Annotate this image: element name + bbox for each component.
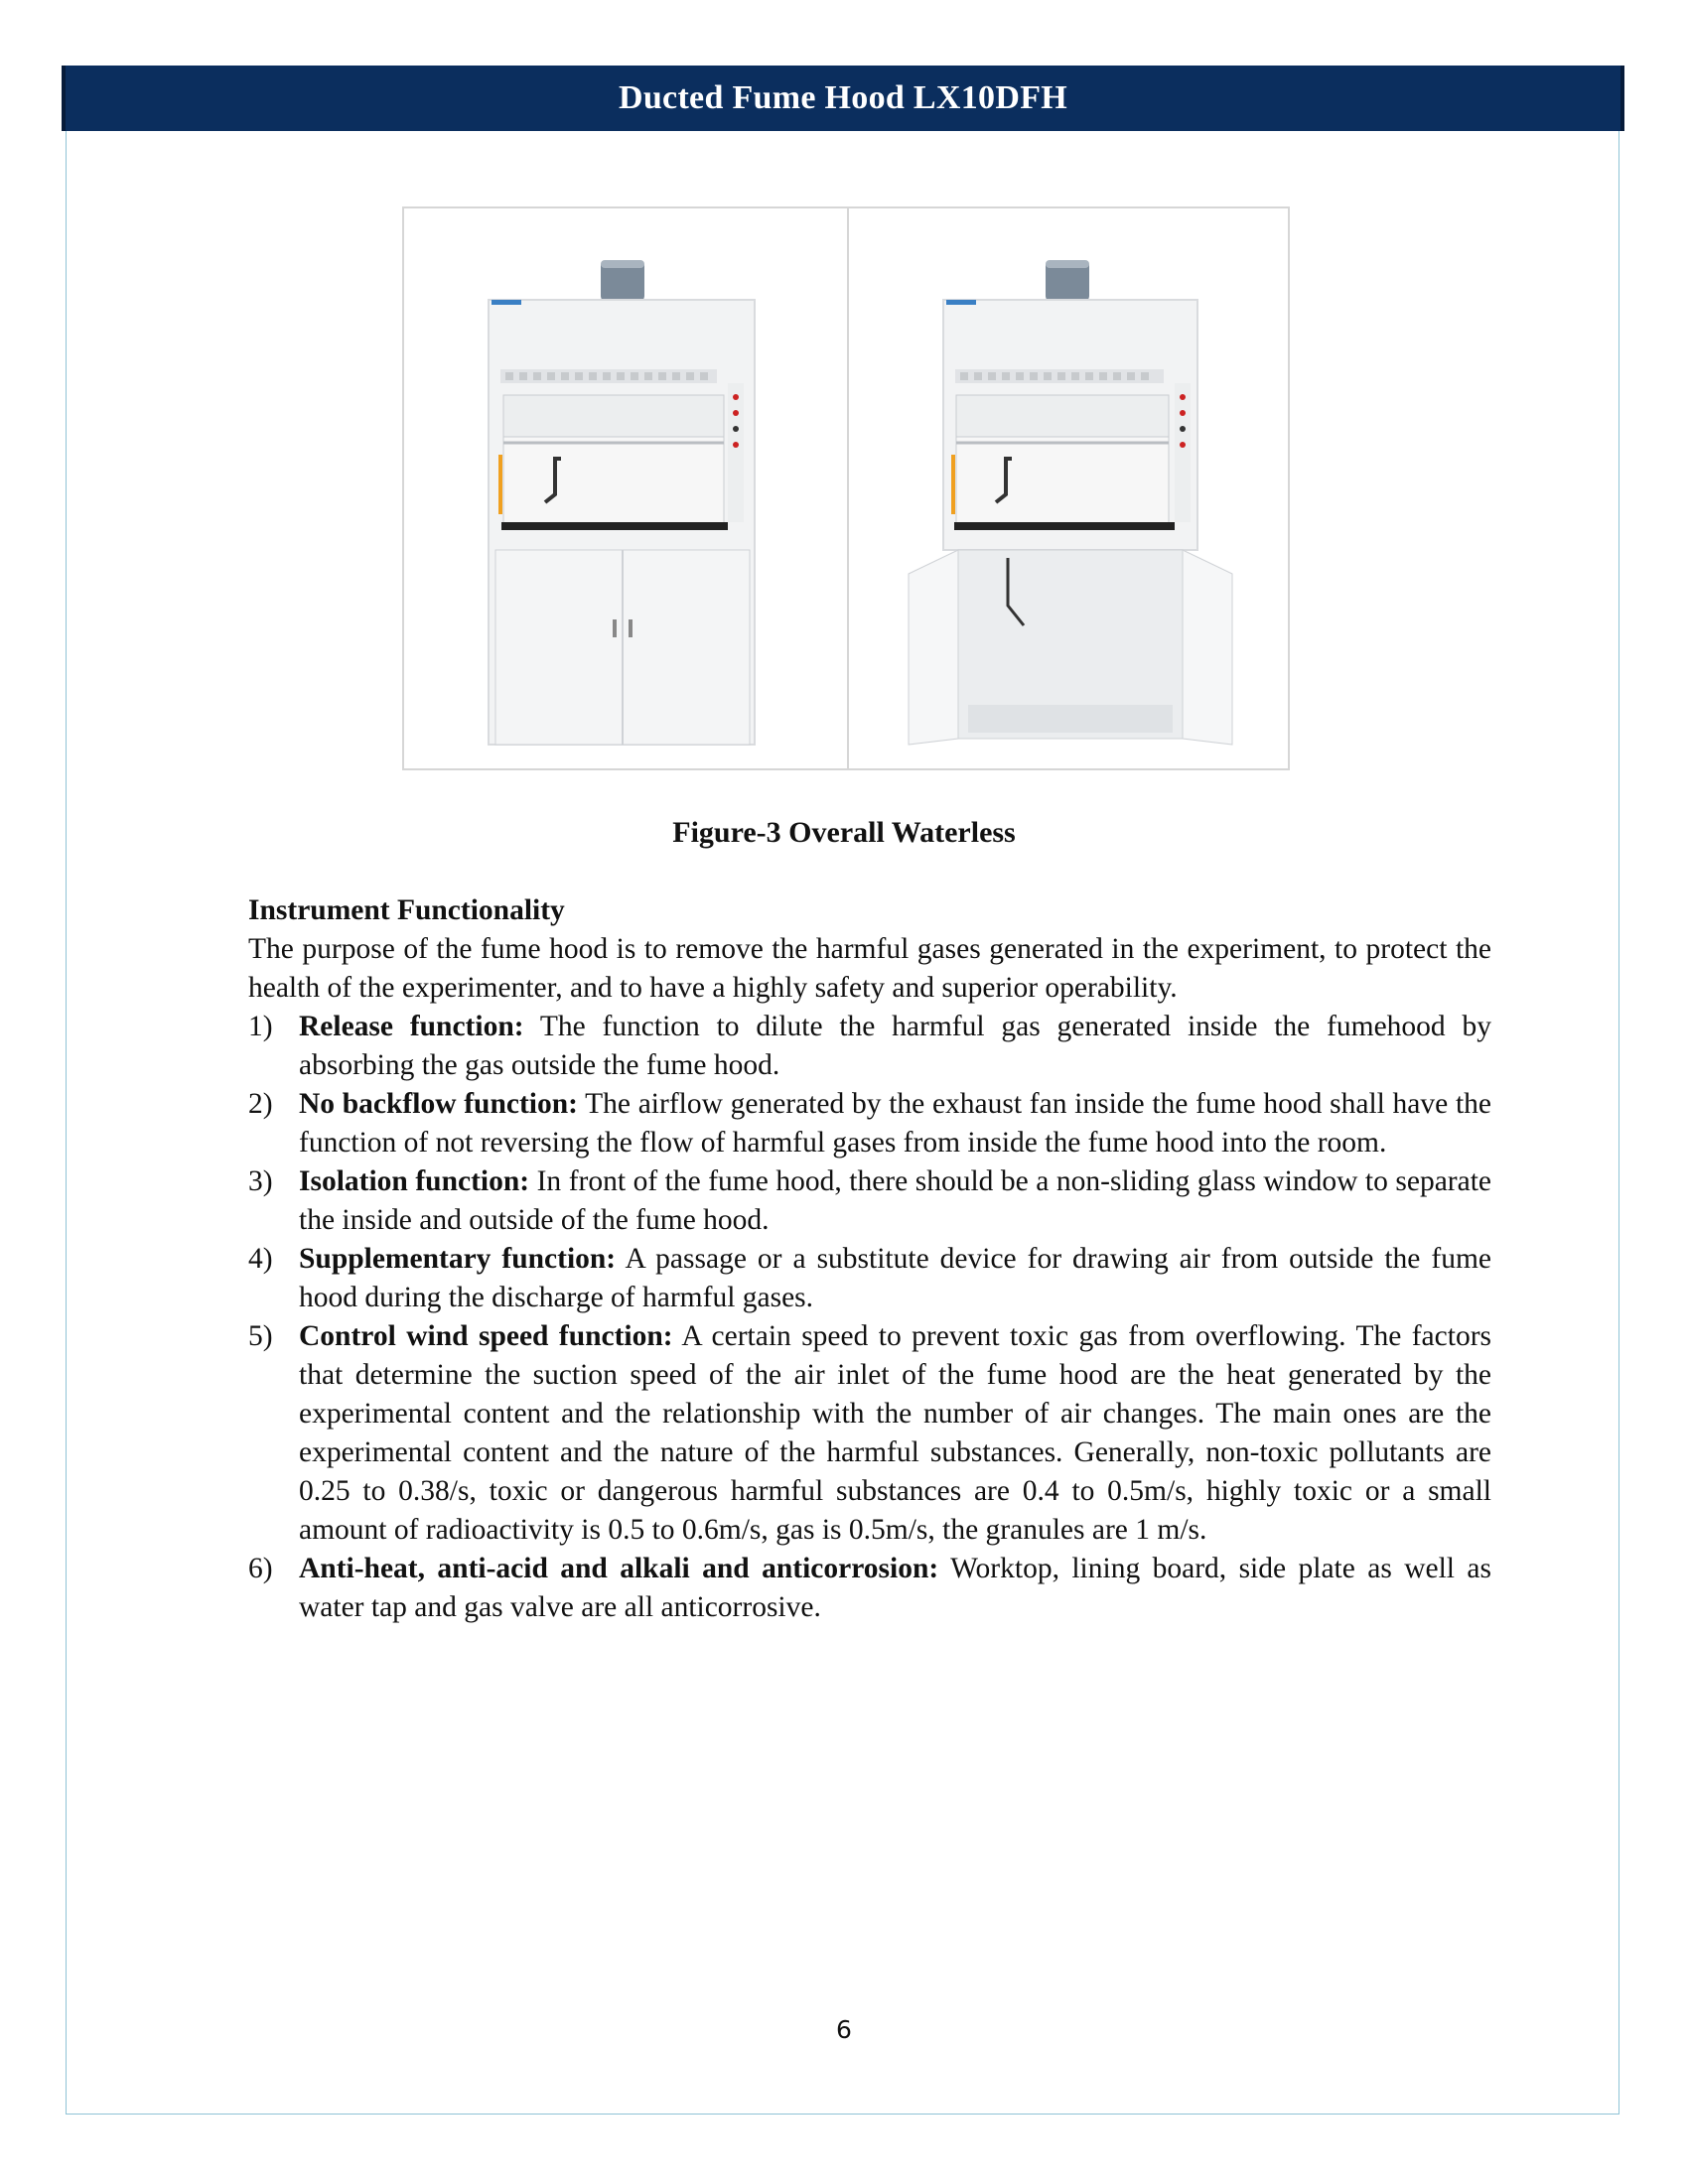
list-item [248,1240,1491,1317]
page-number: 6 [836,2015,852,2044]
item-text: In front of the fume hood, there should be a non-sliding glass window to separate the inside and outside of the fume hood. [299,1165,1491,1236]
list-item [248,1008,1491,1085]
page-title: Ducted Fume Hood LX10DFH [618,79,1068,116]
figure-caption: Figure-3 Overall Waterless [672,816,1016,849]
header-bar [62,66,1624,131]
item-term: No backflow function: [299,1088,578,1120]
function-list [248,1008,1491,1627]
intro-paragraph: The purpose of the fume hood is to remove the harmful gases generated in the experiment, to protect the health of the experimenter, and to have a highly safety and superior operability. [248,933,1491,1004]
item-text: Worktop, lining board, side plate as well as water tap and gas valve are all anticorrosive. [299,1553,1491,1623]
item-number: 3) [248,1165,273,1197]
item-text: The function to dilute the harmful gas generated inside the fumehood by absorbing the gas outside the fume hood. [299,1011,1491,1081]
item-term: Release function: [299,1011,524,1042]
fume-hood-doors-closed-image [404,208,847,768]
item-number: 1) [248,1011,273,1042]
list-item [248,1085,1491,1162]
list-item [248,1550,1491,1627]
fume-hood-doors-open-image [849,208,1292,768]
item-number: 2) [248,1088,273,1120]
item-number: 4) [248,1243,273,1275]
section-heading: Instrument Functionality [248,894,565,926]
item-term: Supplementary function: [299,1243,617,1275]
item-number: 5) [248,1320,273,1352]
instrument-functionality-section [248,891,1491,1627]
item-term: Anti-heat, anti-acid and alkali and anticorrosion: [299,1553,939,1584]
item-text: A certain speed to prevent toxic gas from overflowing. The factors that determine the suction speed of the air inlet of the fume hood are the heat generated by the experimental content and the relationship with the number of air changes. The main ones are the experimental content and the nature of the harmful substances. Generally, non-toxic pollutants are 0.25 to 0.38/s, toxic or dangerous harmful substances are 0.4 to 0.5m/s, highly toxic or a small amount of radioactivity is 0.5 to 0.6m/s, gas is 0.5m/s, the granules are 1 m/s. [299,1320,1491,1546]
figure [402,206,1290,770]
item-term: Control wind speed function: [299,1320,673,1352]
item-number: 6) [248,1553,273,1584]
item-text: The airflow generated by the exhaust fan inside the fume hood shall have the function of not reversing the flow of harmful gases from inside the fume hood into the room. [299,1088,1492,1159]
list-item [248,1317,1491,1550]
list-item [248,1162,1491,1240]
item-term: Isolation function: [299,1165,530,1197]
item-text: A passage or a substitute device for drawing air from outside the fume hood during the discharge of harmful gases. [299,1243,1491,1313]
